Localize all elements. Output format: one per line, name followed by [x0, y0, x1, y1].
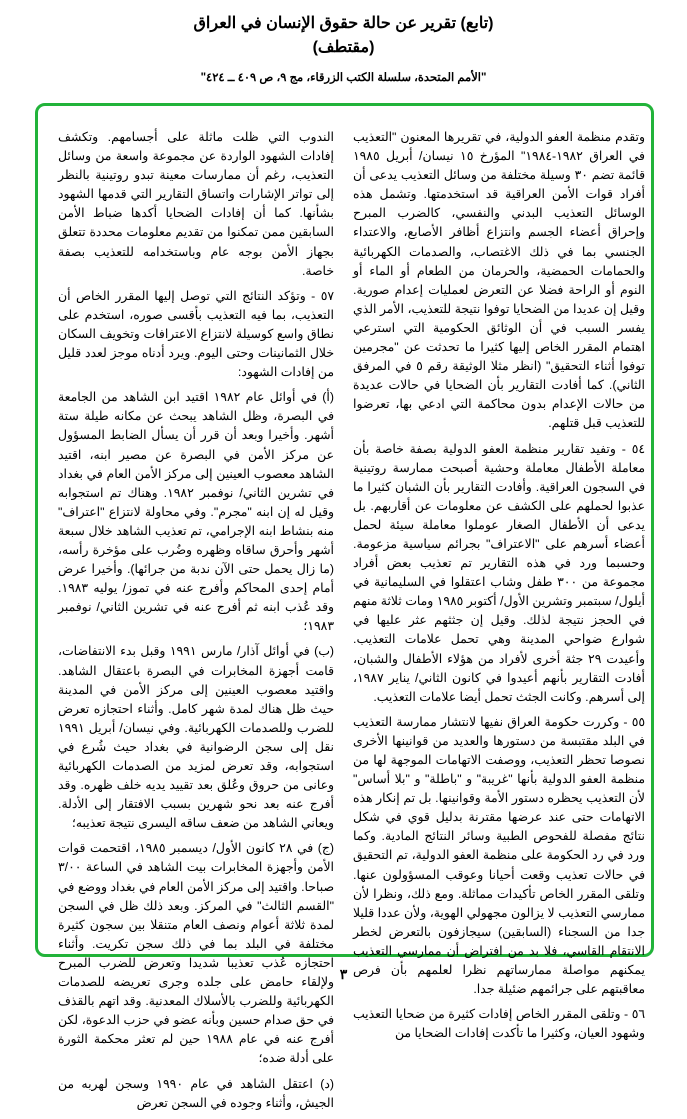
right-column	[353, 128, 645, 1049]
paragraph: الندوب التي ظلت ماثلة على أجسامهم. وتكشف إفادات الشهود الواردة عن مجموعة واسعة من وسائل التعذيب، رغم أن ممارسات معينة تبدو روتينية بالنظر إلى تواتر الإشارات واتساق التقارير التي قدمها الشهود بشأنها. كما أن إفادات الضحايا أكدها ضباط الأمن السابقين ممن تمكنوا من تقديم معلومات محددة تتعلق بجهاز الأمن بوجه عام وباستخدامه للتعذيب بصفة خاصة.	[58, 130, 334, 278]
testimony-b: (ب) في أوائل آذار/ مارس ١٩٩١ وقبل بدء الانتفاضات، قامت أجهزة المخابرات في البصرة باعتقال الشاهد. واقتيد معصوب العينين إلى مركز الأمن في المدينة حيث ظل هناك لمدة شهر كامل. وأثناء احتجازه تعرض للضرب وللصدمات الكهربائية. وفي نيسان/ أبريل ١٩٩١ نقل إلى سجن الرضوانية في بغداد حيث شُرع في استجوابه، وقد تعرض لمزيد من الصدمات الكهربائية وعانى من حروق وعُلق بعد تقييد يديه خلف ظهره. وقد أفرج عنه بعد نحو شهرين بسبب الافتقار إلى الأدلة. ويعاني الشاهد من ضعف ساقه اليسرى نتيجة تعذيبه؛	[58, 644, 334, 831]
paragraph: وتقدم منظمة العفو الدولية، في تقريرها المعنون "التعذيب في العراق ١٩٨٢-١٩٨٤" المؤرخ ١٥ نيسان/ أبريل ١٩٨٥ قائمة تضم ٣٠ وسيلة مختلفة من وسائل التعذيب يدعى أن أفراد قوات الأمن العراقية قد استخدمتها. وتشمل هذه الوسائل التعذيب البدني والنفسي، كالضرب المبرح وإحراق أعضاء الجسم وانتزاع أظافر الأصابع، والاعتداء الجنسي بما في ذلك الاغتصاب، والصدمات الكهربائية والحمامات الحمضية، والحرمان من الطعام أو الماء أو النوم أو الراحة فضلا عن التعرض لعمليات إعدام صورية. وقيل إن عديدا من الضحايا توفوا نتيجة للتعذيب، الأمر الذي يفسر السبب في أن الوثائق الحكومية التي استرعي اهتمام المقرر الخاص إليها كثيرا ما تحدثت عن "مجرمين توفوا أثناء التحقيق" (انظر مثلا الوثيقة رقم ٥ في المرفق الثاني). كما أفادت التقارير بأن الضحايا في حالات عديدة من حالات الإعدام بدون محاكمة التي ادعي بها، تعرضوا للتعذيب قبل قتلهم.	[353, 130, 645, 431]
testimony-a: (أ) في أوائل عام ١٩٨٢ اقتيد ابن الشاهد من الجامعة في البصرة، وظل الشاهد يبحث عن مكانه طيلة ستة أشهر. وأخيرا وبعد أن قرر أن يسأل الضابط المسؤول عن مركز الأمن في البصرة عن مصير ابنه، اقتيد الشاهد معصوب العينين إلى مركز الأمن العام في بغداد في تشرين الثاني/ نوفمبر ١٩٨٢. وهناك تم استجوابه وقيل له إن ابنه "مجرم". وفي محاولة لانتزاع "اعتراف" منه بنشاط ابنه الإجرامي، تم تعذيب الشاهد خلال سبعة أشهر وأحرق ساقاه وظهره وضُرب على مؤخرة رأسه، (ما زال يحمل حتى الآن ندبة من جرائها). وأخيرا عرض أمام إحدى المحاكم وأفرج عنه في تموز/ يوليه ١٩٨٣. وقد عُذب ابنه ثم أفرج عنه في تشرين الثاني/ نوفمبر ١٩٨٣؛	[58, 390, 334, 634]
testimony-c: (ج) في ٢٨ كانون الأول/ ديسمبر ١٩٨٥، اقتحمت قوات الأمن وأجهزة المخابرات بيت الشاهد في الساعة ٣/٠٠ صباحا. واقتيد إلى مركز الأمن العام في بغداد ووضع في "القسم الثالث" في المركز. وبعد ذلك ظل في السجن لمدة ثلاثة أعوام ونصف العام متنقلا بين سجون كثيرة مختلفة في البلد بما في ذلك سجن تكريت. وأثناء احتجازه عُذب تعذيبا شديدا وتعرض للضرب المبرح ولإلقاء حامض على جلده وجرى تعريضه للصدمات الكهربائية وللضرب بالأسلاك المعدنية. وقد اتهم بالقذف في حق صدام حسين وبأنه عضو في حزب الدعوة، لكن أفرج عنه في عام ١٩٨٨ حين لم تعثر محكمة الثورة على أدلة ضده؛	[58, 841, 335, 1066]
document-title	[0, 12, 687, 60]
title-line-1: (تابع) تقرير عن حالة حقوق الإنسان في العراق	[193, 15, 494, 32]
title-line-2: (مقتطف)	[312, 39, 375, 56]
source-citation: "الأمم المتحدة، سلسلة الكتب الزرقاء، مج ٩، ص ٤٠٩ ــ ٤٢٤"	[200, 72, 487, 84]
paragraph-55: ٥٥ - وكررت حكومة العراق نفيها لانتشار ممارسة التعذيب في البلد مقتبسة من دستورها والعديد من قوانينها الأخرى نصوصا تحظر التعذيب، ووصفت الاتهامات الموجهة لها من منظمة العفو الدولية بأنها "غريبة" و "باطلة" و "بلا أساس" لأن التعذيب يحظره دستور الأمة وقوانينها. بل تم إنكار هذه الاتهامات حتى عند عرضها مقترنة بدليل قوي في شكل نتائج مفصلة للفحوص الطبية وسائر النتائج المادية. وكما ورد في رد الحكومة على منظمة العفو الدولية، تم التحقيق في حالات تعذيب وقعت أحيانا وعوقب المسؤولون عنها. وتلقى المقرر الخاص تأكيدات مماثلة. ومع ذلك، ونظرا لأن ممارسي التعذيب لا يزالون مجهولي الهوية، ولأن عددا قليلا جدا من السجناء (السابقين) سيجازفون بالتعرض لخطر الانتقام القاسي، فلا بد من افتراض أن ممارسي التعذيب يمكنهم مواصلة ممارساتهم نظرا لعلمهم بأن فرص معاقبتهم على جرائمهم ضئيلة جدا.	[353, 714, 645, 997]
testimony-d: (د) اعتقل الشاهد في عام ١٩٩٠ وسجن لهربه من الجيش، وأثناء وجوده في السجن تعرض	[58, 1076, 334, 1110]
page-number: ٣	[339, 966, 348, 982]
paragraph-56: ٥٦ - وتلقى المقرر الخاص إفادات كثيرة من ضحايا التعذيب وشهود العيان، وكثيرا ما تأكدت إفادات الضحايا من	[353, 1007, 645, 1041]
paragraph-57: ٥٧ - وتؤكد النتائج التي توصل إليها المقرر الخاص أن التعذيب، بما فيه التعذيب بأقسى صوره، استخدم على نطاق واسع كوسيلة لانتزاع الاعترافات وتخويف السكان خلال الثمانينات وحتى اليوم. ويرد أدناه موجز لعدد قليل من إفادات الشهود:	[58, 288, 334, 380]
content-frame	[35, 103, 654, 1110]
paragraph-54: ٥٤ - وتفيد تقارير منظمة العفو الدولية بصفة خاصة بأن معاملة الأطفال معاملة وحشية أصبحت ممارسة روتينية في السجون العراقية. وأفادت التقارير بأن الشبان كثيرا ما عذبوا لحملهم على الكشف عن معلومات عن أقاربهم. بل يدعى أن الأطفال الصغار عوملوا معاملة سيئة لحمل أعضاء أسرهم على "الاعتراف" بجرائم سياسية مزعومة. وحسبما ورد في هذه التقارير تم تعذيب بعض أفراد مجموعة من ٣٠٠ طفل وشاب اعتقلوا في السليمانية في أيلول/ سبتمبر وتشرين الأول/ أكتوبر ١٩٨٥ ومات ثلاثة منهم في الحجز نتيجة لذلك. وقيل إن جثثهم عثر عليها في شوارع ضواحي المدينة وهي تحمل علامات التعذيب. وأعيدت ٢٩ جثة أخرى لأفراد من هؤلاء الأطفال والشبان، أفادت التقارير بأنهم أعيدوا في كانون الثاني/ يناير ١٩٨٧، إلى أسرهم. وكانت الجثث تحمل أيضا علامات التعذيب.	[353, 441, 645, 704]
